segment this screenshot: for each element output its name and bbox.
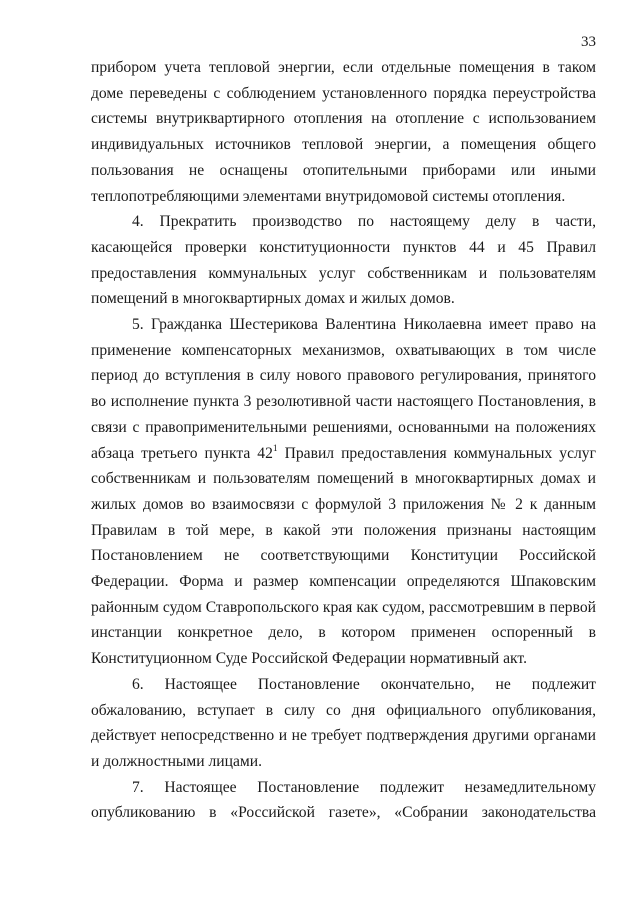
document-body	[91, 55, 596, 826]
paragraph-item-6: 6. Настоящее Постановление окончательно, не подлежит обжалованию, вступает в силу со дня официального опубликования, действует непосредственно и не требует подтверждения другими органами и должностными лицами.	[91, 675, 596, 770]
paragraph-item-5-text-before: 5. Гражданка Шестерикова Валентина Николаевна имеет право на применение компенсаторных механизмов, охватывающих в том числе период до вступления в силу нового правового регулирования, принятого во исполнение пункта 3 резолютивной части настоящего Постановления, в связи с правоприменительными решениями, основанными на положениях абзаца третьего пункта 42	[91, 316, 596, 462]
footnote-superscript: 1	[272, 443, 278, 454]
paragraph-item-5	[91, 312, 596, 672]
paragraph-item-4: 4. Прекратить производство по настоящему делу в части, касающейся проверки конституционности пунктов 44 и 45 Правил предоставления коммунальных услуг собственникам и пользователям помещений в многоквартирных домах и жилых домов.	[91, 213, 596, 308]
paragraph-item-7: 7. Настоящее Постановление подлежит незамедлительному опубликованию в «Российской газете», «Собрании законодательства	[91, 778, 596, 822]
page-number: 33	[581, 34, 596, 50]
paragraph-continuation: прибором учета тепловой энергии, если отдельные помещения в таком доме переведены с соблюдением установленного порядка переустройства системы внутриквартирного отопления на отопление с использованием индивидуальных источников тепловой энергии, а помещения общего пользования не оснащены отопительными приборами или иными теплопотребляющими элементами внутридомовой системы отопления.	[91, 59, 596, 205]
paragraph-item-5-text-after: Правил предоставления коммунальных услуг собственникам и пользователям помещений в многоквартирных домах и жилых домов во взаимосвязи с формулой 3 приложения № 2 к данным Правилам в той мере, в какой эти положения признаны настоящим Постановлением не соответствующими Конституции Российской Федерации. Форма и размер компенсации определяются Шпаковским районным судом Ставропольского края как судом, рассмотревшим в первой инстанции конкретное дело, в котором применен оспоренный в Конституционном Суде Российской Федерации нормативный акт.	[91, 444, 596, 668]
